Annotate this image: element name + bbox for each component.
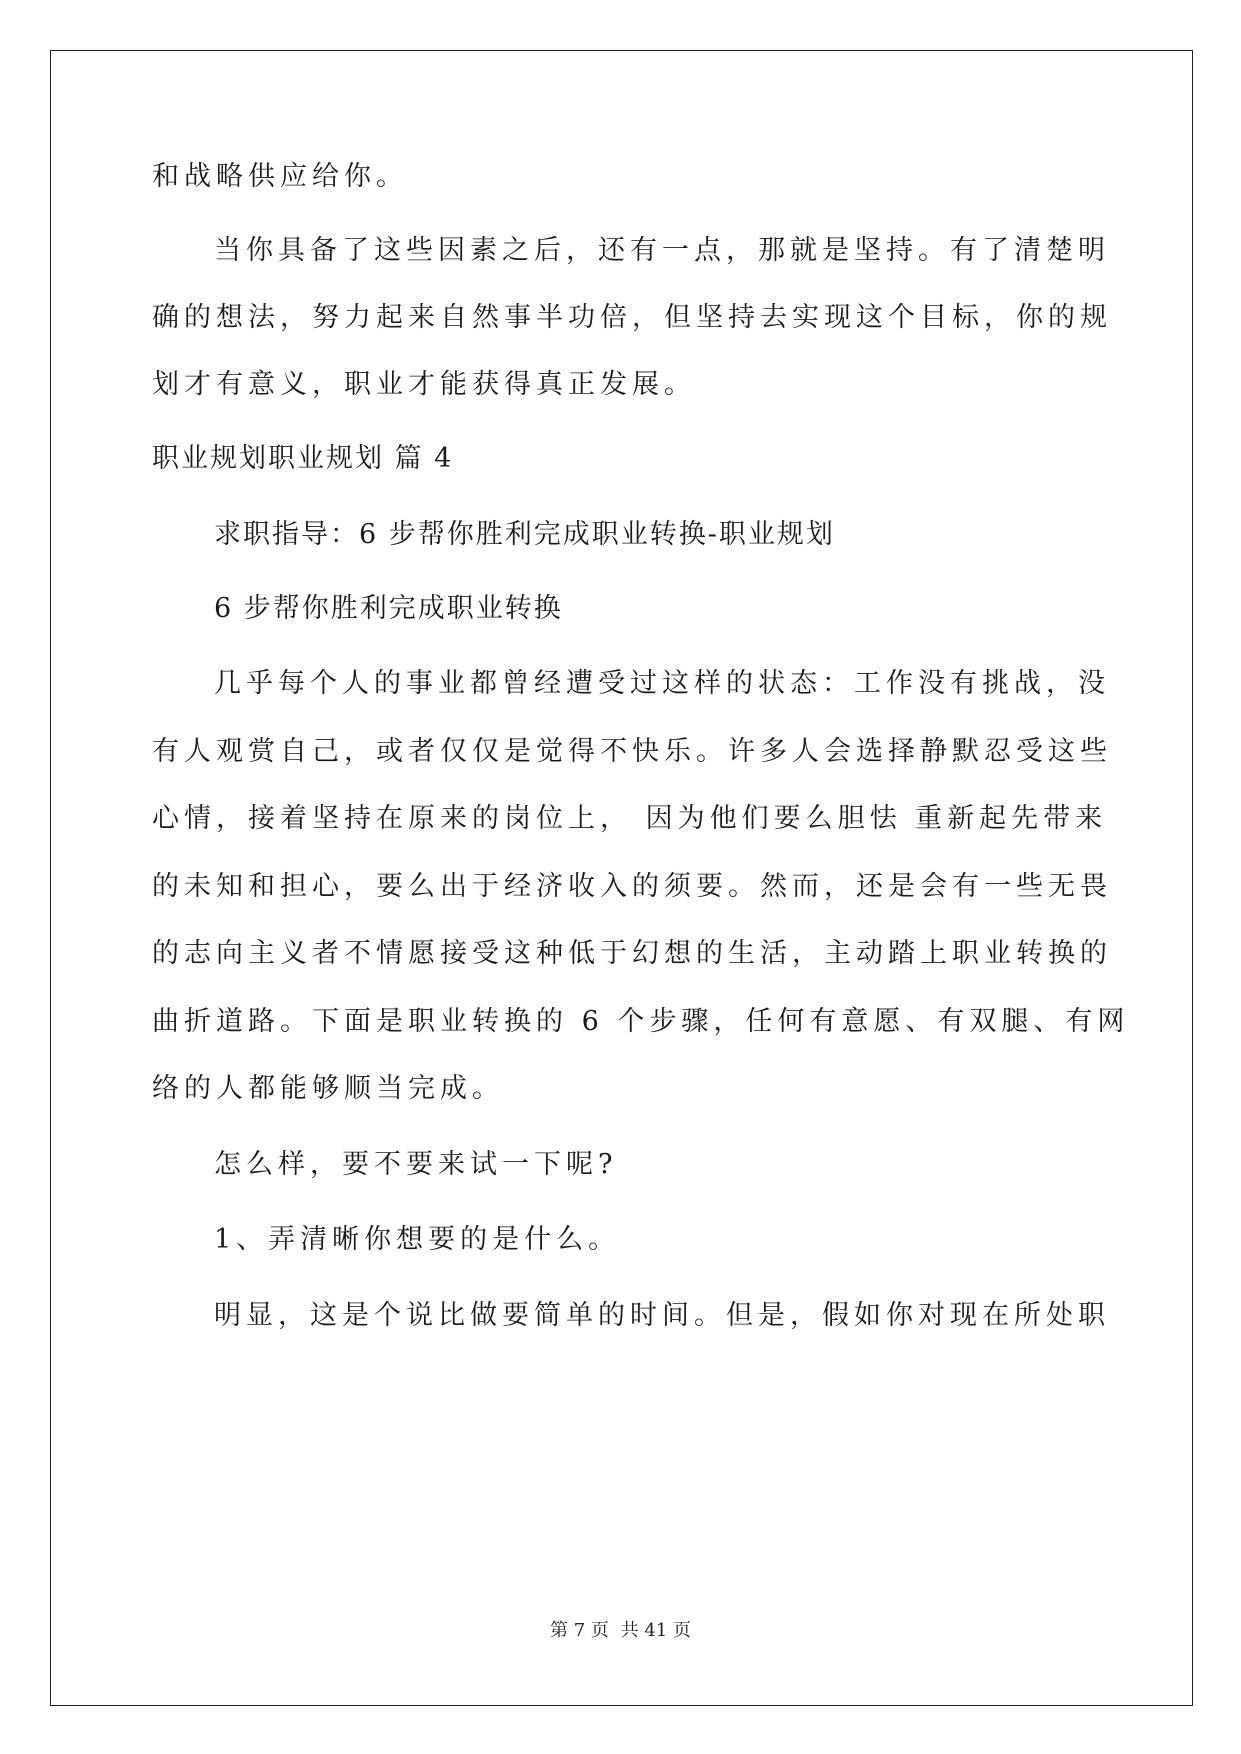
section-heading: 职业规划职业规划 篇 4 xyxy=(152,443,454,474)
paragraph-line: 划才有意义，职业才能获得真正发展。 xyxy=(152,369,696,400)
article-subtitle: 6 步帮你胜利完成职业转换 xyxy=(214,593,563,624)
paragraph-line: 曲折道路。下面是职业转换的 6 个步骤，任何有意愿、有双腿、有网 xyxy=(152,1006,1130,1037)
page-footer xyxy=(0,1616,1241,1642)
step-heading: 1、弄清晰你想要的是什么。 xyxy=(214,1224,621,1255)
paragraph-line: 的未知和担心，要么出于经济收入的须要。然而，还是会有一些无畏 xyxy=(152,871,1112,902)
paragraph-line: 络的人都能够顺当完成。 xyxy=(152,1073,504,1104)
paragraph-line: 当你具备了这些因素之后，还有一点，那就是坚持。有了清楚明 xyxy=(214,235,1110,266)
paragraph-line: 明显，这是个说比做要简单的时间。但是，假如你对现在所处职 xyxy=(214,1300,1110,1331)
paragraph-line: 有人观赏自己，或者仅仅是觉得不快乐。许多人会选择静默忍受这些 xyxy=(152,736,1112,767)
paragraph-line: 心情，接着坚持在原来的岗位上， 因为他们要么胆怯 重新起先带来 xyxy=(152,803,1108,834)
paragraph-line: 确的想法，努力起来自然事半功倍，但坚持去实现这个目标，你的规 xyxy=(152,302,1112,333)
page-number: 第 7 页 xyxy=(550,1620,609,1641)
paragraph-line: 和战略供应给你。 xyxy=(152,161,408,192)
paragraph-line: 的志向主义者不情愿接受这种低于幻想的生活，主动踏上职业转换的 xyxy=(152,938,1112,969)
paragraph-line: 几乎每个人的事业都曾经遭受过这样的状态：工作没有挑战，没 xyxy=(214,668,1110,699)
paragraph-line: 怎么样，要不要来试一下呢? xyxy=(214,1149,618,1180)
page-total: 共 41 页 xyxy=(620,1620,691,1641)
article-title: 求职指导：6 步帮你胜利完成职业转换-职业规划 xyxy=(214,519,835,550)
